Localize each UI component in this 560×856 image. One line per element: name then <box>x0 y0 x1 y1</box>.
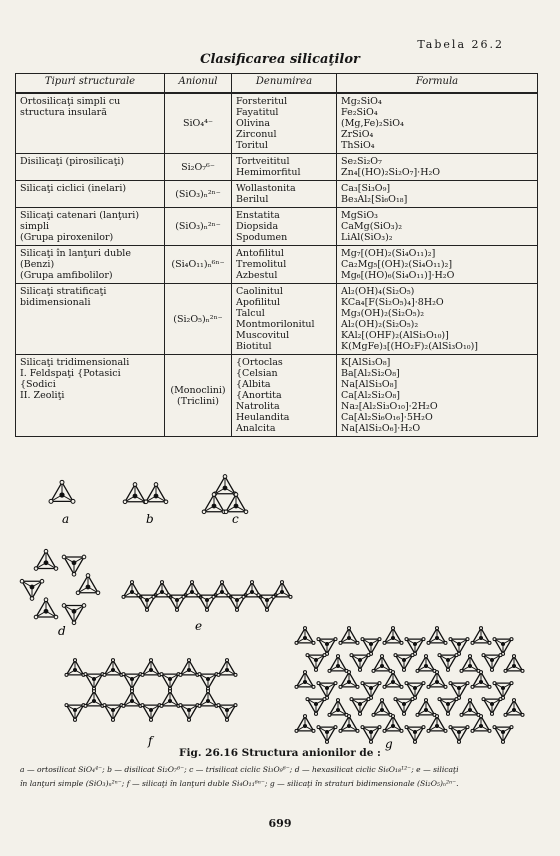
type-cell-line: (Benzi) <box>20 259 55 270</box>
table-row <box>16 284 538 355</box>
formula-cell-line: LiAl(SiO₃)₂ <box>341 232 393 243</box>
anion-cell: Si₂O₇⁶⁻ <box>165 154 232 181</box>
page-number: 699 <box>268 817 292 830</box>
formula-cell <box>337 154 538 181</box>
formula-cell <box>337 208 538 246</box>
formula-cell-line: KCa₄[F(Si₂O₅)₄]·8H₂O <box>341 297 444 308</box>
figure-legend-line-2: în lanţuri simple (SiO₃)ₙ²ⁿ⁻; f — silicaţi în lanţuri duble Si₄O₁₁⁶ⁿ⁻; g — silicaţi în straturi bidimensionale (Si₂O₅)ₙ²ⁿ⁻. <box>20 779 459 788</box>
formula-cell-line: ZrSiO₄ <box>341 129 374 140</box>
name-cell-line: Hemimorfitul <box>236 167 301 178</box>
figure-caption: Fig. 26.16 Structura anionilor de : <box>179 747 381 759</box>
name-cell-line: Wollastonita <box>236 183 296 194</box>
formula-cell-line: Mg₂SiO₄ <box>341 96 382 107</box>
formula-cell-line: Mg₆[(HO)₆(Si₄O₁₁)]·H₂O <box>341 270 455 281</box>
name-cell-line: Enstatita <box>236 210 280 221</box>
name-cell-line: Caolinitul <box>236 286 283 297</box>
name-cell-line: Fayatitul <box>236 107 279 118</box>
anion-cell: SiO₄⁴⁻ <box>165 93 232 154</box>
table-title: Clasificarea silicaţilor <box>200 52 360 67</box>
name-cell <box>232 208 337 246</box>
formula-cell-line: Ca[Al₂Si₆O₁₆]·5H₂O <box>341 412 433 423</box>
formula-cell-line: Na[AlSi₂O₆]·H₂O <box>341 423 421 434</box>
name-cell-line: Muscovitul <box>236 330 290 341</box>
formula-cell-line: K(MgFe)₃[(HO₂F)₂(AlSi₃O₁₀)] <box>341 341 478 352</box>
type-cell-line: Silicaţi ciclici (inelari) <box>20 183 127 194</box>
name-cell <box>232 355 337 437</box>
anion-cell: (Si₂O₅)ₙ²ⁿ⁻ <box>165 284 232 355</box>
formula-cell-line: ThSiO₄ <box>341 140 375 151</box>
sublabel-g: g <box>385 737 393 751</box>
name-cell <box>232 154 337 181</box>
formula-cell-line: Fe₂SiO₄ <box>341 107 378 118</box>
anion-cell: (Monoclini) (Triclini) <box>165 355 232 437</box>
type-cell-line: {Sodici <box>20 379 56 390</box>
formula-cell-line: Ba[Al₂Si₂O₈] <box>341 368 400 379</box>
type-cell <box>16 284 165 355</box>
figure-legend-line-1: a — ortosilicat SiO₄⁴⁻; b — disilicat Si₂O₇⁶⁻; c — trisilicat ciclic Si₃O₉⁶⁻; d — hexasilicat ciclic Si₆O₁₈¹²⁻; e — silicaţi <box>20 765 459 774</box>
type-cell-line: Silicaţi în lanţuri duble <box>20 248 131 259</box>
name-cell <box>232 246 337 284</box>
formula-cell <box>337 181 538 208</box>
structure-b <box>123 483 168 504</box>
structure-c <box>202 475 248 514</box>
formula-cell-line: Na₂[Al₂Si₃O₁₀]·2H₂O <box>341 401 438 412</box>
formula-cell <box>337 355 538 437</box>
sublabel-c: c <box>232 512 239 526</box>
type-cell-line: (Grupa amfibolilor) <box>20 270 113 281</box>
header-tipuri: Tipuri structurale <box>16 74 165 94</box>
formula-cell-line: Se₂Si₂O₇ <box>341 156 382 167</box>
name-cell-line: Forsteritul <box>236 96 288 107</box>
name-cell <box>232 181 337 208</box>
type-cell-line: Silicaţi catenari (lanţuri) <box>20 210 140 221</box>
name-cell <box>232 284 337 355</box>
type-cell-line: Silicaţi stratificaţi <box>20 286 107 297</box>
type-cell-line: bidimensionali <box>20 297 91 308</box>
name-cell-line: {Celsian <box>236 368 278 379</box>
name-cell <box>232 93 337 154</box>
type-cell-line: (Grupa piroxenilor) <box>20 232 114 243</box>
formula-cell-line: Na[AlSi₃O₈] <box>341 379 398 390</box>
formula-cell-line: Ca[Al₂Si₂O₈] <box>341 390 401 401</box>
type-cell-line: II. Zeoliţi <box>20 390 65 401</box>
formula-cell-line: KAl₂[(OHF)₂(AlSi₃O₁₀)] <box>341 330 449 341</box>
name-cell-line: Montmorilonitul <box>236 319 315 330</box>
formula-cell-line: Mg₃(OH)₂(Si₂O₅)₂ <box>341 308 425 319</box>
name-cell-line: Diopsida <box>236 221 279 232</box>
name-cell-line: Apofilitul <box>236 297 281 308</box>
structure-e <box>122 581 292 612</box>
structure-d <box>20 549 100 624</box>
name-cell-line: {Albita <box>236 379 271 390</box>
name-cell-line: Azbestul <box>236 270 278 281</box>
table-row <box>16 154 538 181</box>
sublabel-e: e <box>195 619 203 633</box>
name-cell-line: Olivina <box>236 118 271 129</box>
name-cell-line: Antofilitul <box>236 248 284 259</box>
anion-cell: (SiO₃)ₙ²ⁿ⁻ <box>165 181 232 208</box>
type-cell <box>16 154 165 181</box>
name-cell-line: Talcul <box>236 308 265 319</box>
sublabel-a: a <box>62 512 70 526</box>
formula-cell-line: Mg₇[(OH)₂(Si₄O₁₁)₂] <box>341 248 436 259</box>
table-row <box>16 355 538 437</box>
name-cell-line: Toritul <box>236 140 268 151</box>
type-cell-line: Silicaţi tridimensionali <box>20 357 130 368</box>
anion-cell: (SiO₃)ₙ²ⁿ⁻ <box>165 208 232 246</box>
formula-cell-line: Ca₃[Si₃O₉] <box>341 183 391 194</box>
formula-cell-line: K[AlSi₃O₈] <box>341 357 391 368</box>
table-row <box>16 246 538 284</box>
name-cell-line: {Anortita <box>236 390 282 401</box>
type-cell-line: Ortosilicaţi simpli cu <box>20 96 121 107</box>
formula-cell-line: Al₂(OH)₂(Si₂O₅)₂ <box>341 319 419 330</box>
name-cell-line: Biotitul <box>236 341 272 352</box>
type-cell-line: structura insulară <box>20 107 107 118</box>
header-anionul: Anionul <box>165 74 232 94</box>
formula-cell-line: Zn₄[(HO)₂Si₂O₇]·H₂O <box>341 167 441 178</box>
header-formula: Formula <box>337 74 538 94</box>
table-row <box>16 181 538 208</box>
name-cell-line: Spodumen <box>236 232 288 243</box>
type-cell <box>16 93 165 154</box>
formula-cell <box>337 284 538 355</box>
formula-cell <box>337 246 538 284</box>
formula-cell <box>337 93 538 154</box>
table-label: Tabela 26.2 <box>417 38 504 51</box>
name-cell-line: Tremolitul <box>236 259 287 270</box>
name-cell-line: Natrolita <box>236 401 280 412</box>
sublabel-b: b <box>146 512 154 526</box>
type-cell <box>16 208 165 246</box>
name-cell-line: Heulandita <box>236 412 290 423</box>
figure-legend <box>20 763 540 791</box>
formula-cell-line: Al₂(OH)₄(Si₂O₅) <box>341 286 415 297</box>
header-denumirea: Denumirea <box>232 74 337 94</box>
sublabel-d: d <box>58 624 66 638</box>
name-cell-line: {Ortoclas <box>236 357 283 368</box>
table-header-row <box>16 74 538 94</box>
structure-f <box>65 659 237 722</box>
table-row <box>16 208 538 246</box>
type-cell-line: I. Feldspaţi {Potasici <box>20 368 121 379</box>
silicate-table <box>15 73 538 437</box>
name-cell-line: Berilul <box>236 194 269 205</box>
name-cell-line: Tortveititul <box>236 156 290 167</box>
table-row <box>16 93 538 154</box>
type-cell <box>16 246 165 284</box>
type-cell <box>16 355 165 437</box>
type-cell-line: simpli <box>20 221 50 232</box>
anion-cell: (Si₄O₁₁)ₙ⁶ⁿ⁻ <box>165 246 232 284</box>
formula-cell-line: MgSiO₃ <box>341 210 378 221</box>
sublabel-f: f <box>148 734 153 748</box>
formula-cell-line: Be₃Al₂[Si₆O₁₈] <box>341 194 408 205</box>
name-cell-line: Analcita <box>236 423 276 434</box>
formula-cell-line: (Mg,Fe)₂SiO₄ <box>341 118 404 129</box>
formula-cell-line: CaMg(SiO₃)₂ <box>341 221 403 232</box>
structure-g <box>295 627 524 744</box>
type-cell-line: Disilicaţi (pirosilicaţi) <box>20 156 125 167</box>
name-cell-line: Zirconul <box>236 129 277 140</box>
formula-cell-line: Ca₂Mg₅[(OH)₂(Si₄O₁₁)₂] <box>341 259 453 270</box>
structure-a <box>49 480 75 503</box>
type-cell <box>16 181 165 208</box>
silicate-structures-figure <box>0 470 560 770</box>
